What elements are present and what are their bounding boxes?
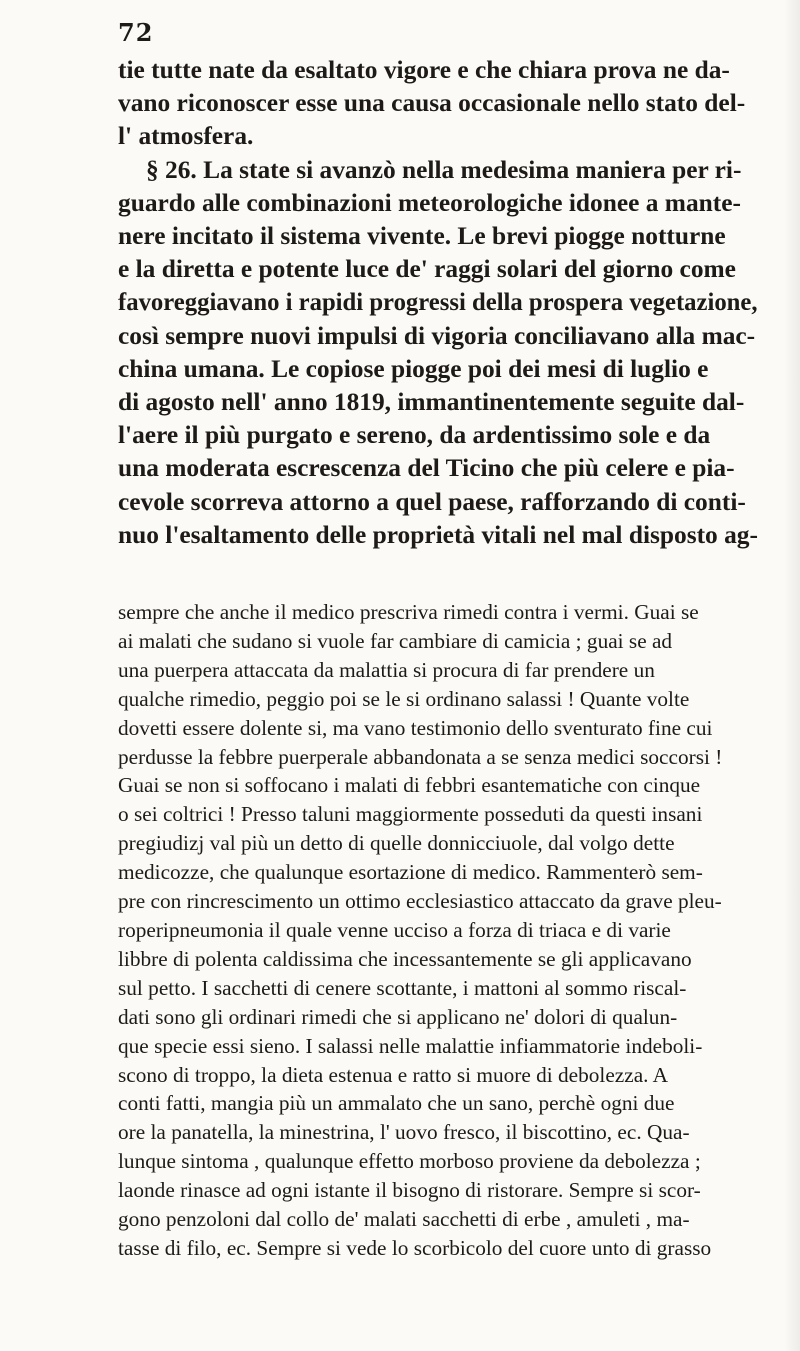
main-text-line: guardo alle combinazioni meteorologiche idonee a mante- bbox=[118, 188, 741, 217]
main-text-line: e la diretta e potente luce de' raggi solari del giorno come bbox=[118, 255, 736, 284]
footnote-line: laonde rinasce ad ogni istante il bisogno di ristorare. Sempre si scor- bbox=[118, 1178, 701, 1203]
main-text-line: tie tutte nate da esaltato vigore e che chiara prova ne da- bbox=[118, 56, 730, 84]
main-text-line: cevole scorreva attorno a quel paese, rafforzando di conti- bbox=[118, 487, 746, 516]
footnote-line: que specie essi sieno. I salassi nelle malattie infiammatorie indeboli- bbox=[118, 1033, 703, 1058]
main-text-line: nere incitato il sistema vivente. Le brevi piogge notturne bbox=[118, 222, 726, 251]
main-text-line: l'aere il più purgato e sereno, da ardentissimo sole e da bbox=[118, 421, 711, 450]
main-text-line: di agosto nell' anno 1819, immantinentemente seguite dal- bbox=[118, 388, 745, 417]
footnote-line: pregiudizj val più un detto di quelle donnicciuole, dal volgo dette bbox=[118, 831, 675, 856]
main-text-line: una moderata escrescenza del Ticino che più celere e pia- bbox=[118, 454, 735, 483]
footnote-line: conti fatti, mangia più un ammalato che un sano, perchè ogni due bbox=[118, 1091, 675, 1116]
footnote-line: tasse di filo, ec. Sempre si vede lo scorbicolo del cuore unto di grasso bbox=[118, 1235, 712, 1260]
main-text-line: così sempre nuovi impulsi di vigoria conciliavano alla mac- bbox=[118, 321, 756, 350]
footnote-line: gono penzoloni dal collo de' malati sacchetti di erbe , amuleti , ma- bbox=[118, 1207, 690, 1232]
footnote-line: roperipneumonia il quale venne ucciso a forza di triaca e di varie bbox=[118, 917, 671, 942]
footnote-line: una puerpera attaccata da malattia si procura di far prendere un bbox=[118, 657, 655, 682]
footnote-line: ore la panatella, la minestrina, l' uovo fresco, il biscottino, ec. Qua- bbox=[118, 1120, 690, 1145]
footnote-line: sempre che anche il medico prescriva rimedi contra i vermi. Guai se bbox=[118, 600, 699, 624]
footnote-line: medicozze, che qualunque esortazione di medico. Rammenterò sem- bbox=[118, 860, 703, 885]
main-text-line: vano riconoscer esse una causa occasionale nello stato del- bbox=[118, 89, 746, 118]
footnote-line: sul petto. I sacchetti di cenere scottante, i mattoni al sommo riscal- bbox=[118, 975, 687, 1000]
main-text-line: china umana. Le copiose piogge poi dei mesi di luglio e bbox=[118, 354, 709, 383]
footnote-line: scono di troppo, la dieta estenua e ratto si muore di debolezza. A bbox=[118, 1062, 668, 1087]
footnote-line: libbre di polenta caldissima che incessantemente se gli applicavano bbox=[118, 946, 692, 971]
main-text-line: nuo l'esaltamento delle proprietà vitali nel mal disposto ag- bbox=[118, 520, 758, 549]
footnote-line: dati sono gli ordinari rimedi che si applicano ne' dolori di qualun- bbox=[118, 1004, 678, 1029]
footnote-text-block bbox=[118, 598, 758, 1263]
footnote-line: lunque sintoma , qualunque effetto morboso proviene da debolezza ; bbox=[118, 1149, 701, 1174]
page-number: 72 bbox=[118, 18, 154, 47]
footnote-line: o sei coltrici ! Presso taluni maggiormente posseduti da questi insani bbox=[118, 802, 703, 827]
page-edge-shadow bbox=[784, 0, 800, 1351]
footnote-line: perdusse la febbre puerperale abbandonata a se senza medici soccorsi ! bbox=[118, 744, 723, 769]
main-text-line: l' atmosfera. bbox=[118, 122, 254, 151]
main-text-line: favoreggiavano i rapidi progressi della prospera vegetazione, bbox=[118, 288, 758, 317]
main-text-line: § 26. La state si avanzò nella medesima maniera per ri- bbox=[146, 155, 742, 184]
footnote-line: ai malati che sudano si vuole far cambiare di camicia ; guai se ad bbox=[118, 628, 673, 653]
footnote-line: pre con rincrescimento un ottimo ecclesiastico attaccato da grave pleu- bbox=[118, 889, 722, 914]
main-text-block bbox=[118, 54, 758, 552]
footnote-line: dovetti essere dolente si, ma vano testimonio dello sventurato fine cui bbox=[118, 715, 713, 740]
footnote-line: qualche rimedio, peggio poi se le si ordinano salassi ! Quante volte bbox=[118, 686, 690, 711]
footnote-line: Guai se non si soffocano i malati di febbri esantematiche con cinque bbox=[118, 773, 701, 798]
